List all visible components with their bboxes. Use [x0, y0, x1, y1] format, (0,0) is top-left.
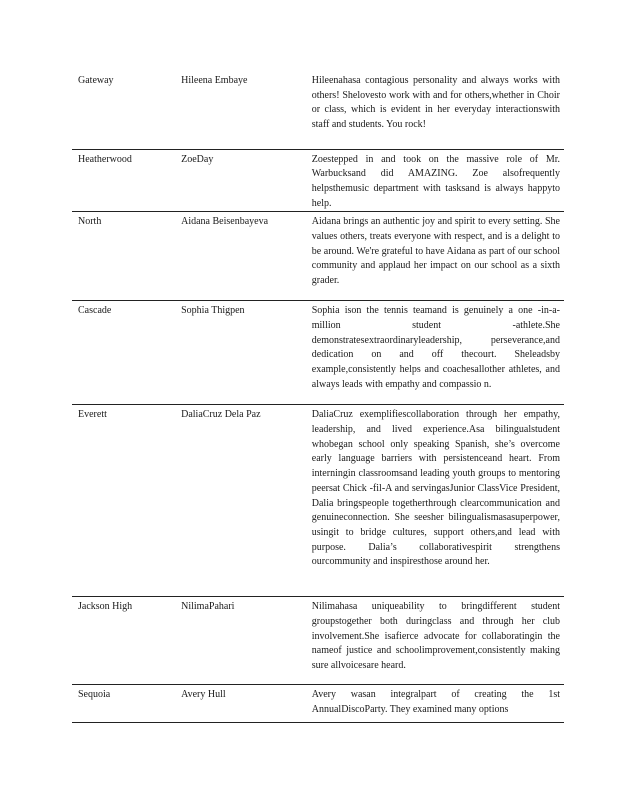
- description-cell: Sophia ison the tennis teamand is genuinely a one -in-a-million student -athlete.She demonstratesextraordinaryleadership, perseverance,and dedication on and off thecourt. Sheleadsby example,consistently helps and coachesallother athletes, and always leads with empathy and compassio n.: [312, 301, 564, 405]
- student-name-cell: DaliaCruz Dela Paz: [181, 405, 312, 597]
- student-name-cell: Avery Hull: [181, 685, 312, 723]
- description-cell: DaliaCruz exemplifiescollaboration through her empathy, leadership, and lived experience.Asa bilingualstudent whobegan school only speaking Spanish, she’s overcome early language barriers with persistenceand heart. From interningin classroomsand leading youth groups to mentoring peersat Chick -fil-A and servingasJunior ClassVice President, Dalia bringspeople togetherthrough clearcommunication and genuineconnection. She seesher bilingualismasasuperpower, usingit to bridge cultures, support others,and lead with purpose. Dalia’s collaborativespirit strengthens ourcommunity and inspiresthose around her.: [312, 405, 564, 597]
- student-recognition-table: [72, 70, 564, 723]
- description-cell: Zoestepped in and took on the massive role of Mr. Warbucksand did AMAZING. Zoe alsofrequently helpsthemusic department with tasksand is always happyto help.: [312, 149, 564, 212]
- school-cell: Heatherwood: [72, 149, 181, 212]
- table-row: [72, 685, 564, 723]
- school-cell: Everett: [72, 405, 181, 597]
- description-cell: Avery wasan integralpart of creating the 1st AnnualDiscoParty. They examined many options: [312, 685, 564, 723]
- school-cell: Cascade: [72, 301, 181, 405]
- school-cell: Gateway: [72, 70, 181, 149]
- student-name-cell: ZoeDay: [181, 149, 312, 212]
- description-cell: Aidana brings an authentic joy and spirit to every setting. She values others, treats everyone with respect, and is a delight to be around. We're grateful to have Aidana as part of our school community and applaud her impact on our school as a sixth grader.: [312, 212, 564, 301]
- school-cell: North: [72, 212, 181, 301]
- student-name-cell: NilimaPahari: [181, 597, 312, 685]
- table-row: [72, 149, 564, 212]
- school-cell: Sequoia: [72, 685, 181, 723]
- table-row: [72, 301, 564, 405]
- student-name-cell: Hileena Embaye: [181, 70, 312, 149]
- description-cell: Hileenahasa contagious personality and always works with others! Shelovesto work with and for others,whether in Choir or class, which is evident in her everyday interactionswith staff and students. You rock!: [312, 70, 564, 149]
- table-row: [72, 70, 564, 149]
- table-row: [72, 405, 564, 597]
- table-row: [72, 212, 564, 301]
- student-name-cell: Aidana Beisenbayeva: [181, 212, 312, 301]
- school-cell: Jackson High: [72, 597, 181, 685]
- description-cell: Nilimahasa uniqueability to bringdifferent student groupstogether both duringclass and through her club involvement.She isafierce advocate for collaboratingin the nameof justice and schoolimprovement,consistently making sure allvoicesare heard.: [312, 597, 564, 685]
- student-name-cell: Sophia Thigpen: [181, 301, 312, 405]
- table-row: [72, 597, 564, 685]
